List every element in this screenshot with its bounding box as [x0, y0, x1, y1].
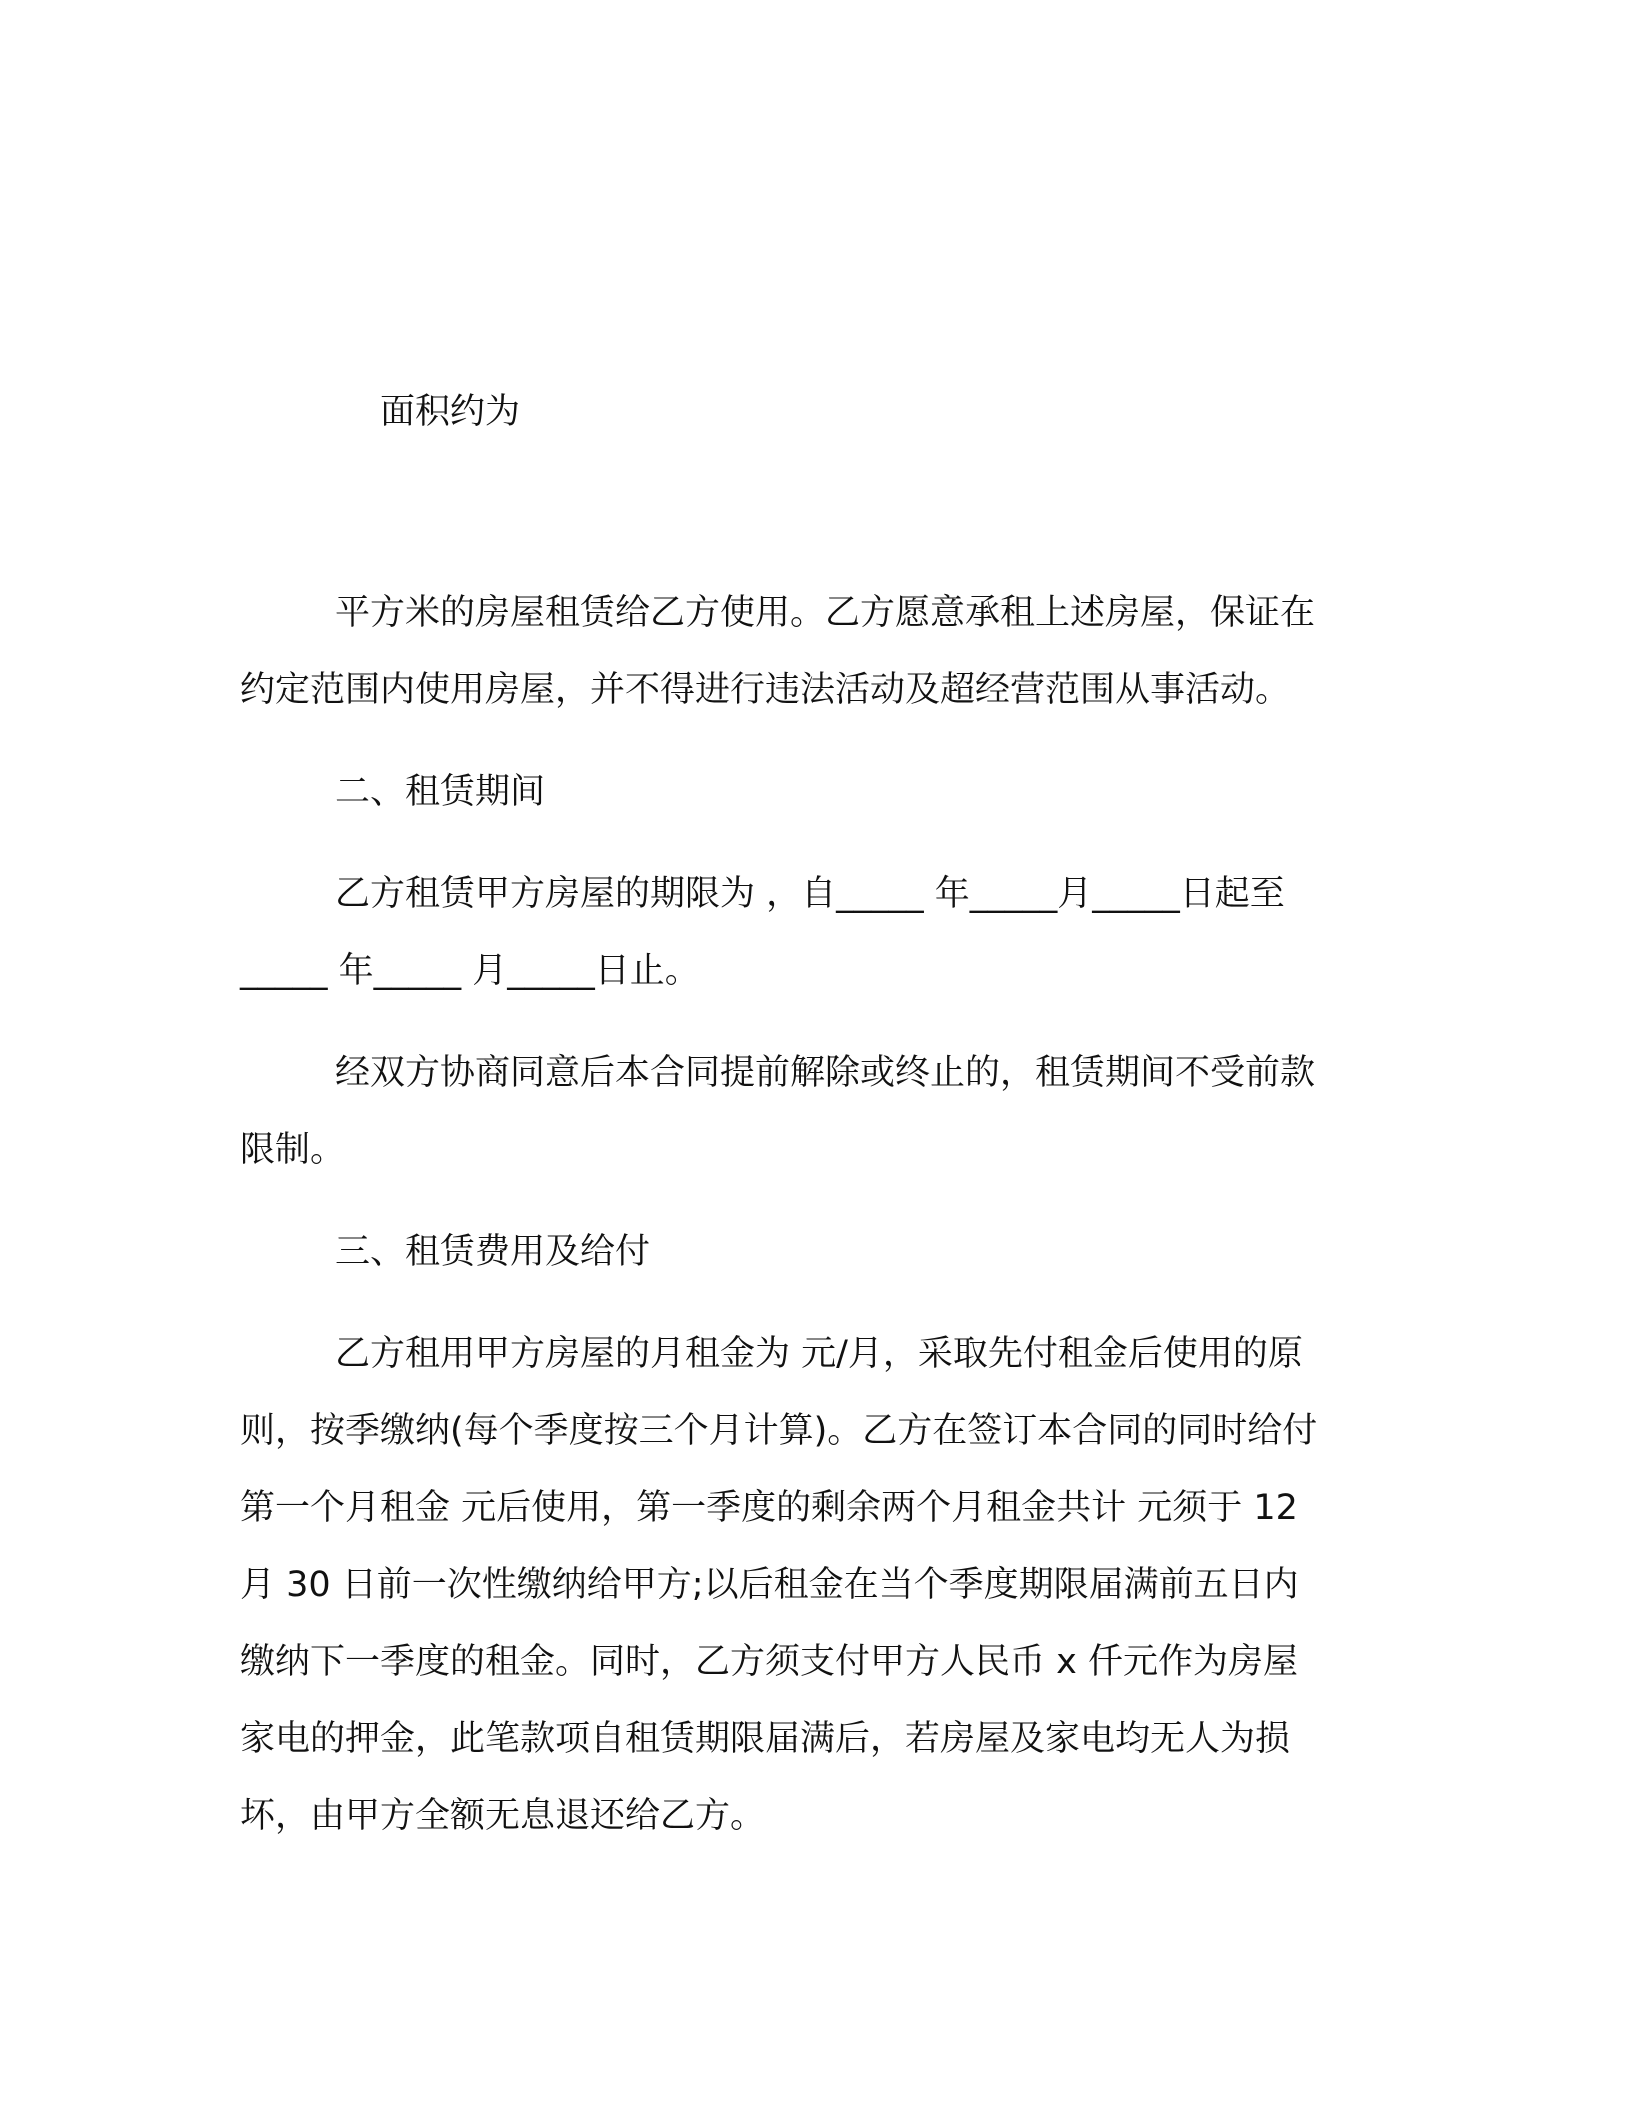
paragraph-line: 乙方租赁甲方房屋的期限为 ，自_____ 年_____月_____日起至	[335, 874, 1285, 914]
paragraph-line: _____ 年_____ 月_____日止。	[240, 951, 700, 991]
paragraph-line: 则，按季缴纳(每个季度按三个月计算)。乙方在签订本合同的同时给付	[240, 1411, 1318, 1451]
paragraph-line: 坏，由甲方全额无息退还给乙方。	[240, 1796, 766, 1836]
area-label: 面积约为	[380, 392, 521, 432]
paragraph-line: 限制。	[240, 1130, 346, 1170]
paragraph-line: 第一个月租金 元后使用，第一季度的剩余两个月租金共计 元须于 12	[240, 1488, 1298, 1528]
paragraph-line: 经双方协商同意后本合同提前解除或终止的，租赁期间不受前款	[335, 1053, 1316, 1093]
paragraph-line: 家电的押金，此笔款项自租赁期限届满后，若房屋及家电均无人为损	[240, 1719, 1291, 1759]
section-heading: 三、租赁费用及给付	[335, 1232, 651, 1272]
paragraph-line: 平方米的房屋租赁给乙方使用。乙方愿意承租上述房屋，保证在	[335, 593, 1316, 633]
paragraph-line: 月 30 日前一次性缴纳给甲方;以后租金在当个季度期限届满前五日内	[240, 1565, 1299, 1605]
section-heading: 二、租赁期间	[335, 772, 546, 812]
paragraph-line: 缴纳下一季度的租金。同时，乙方须支付甲方人民币 x 仟元作为房屋	[240, 1642, 1298, 1682]
paragraph-line: 约定范围内使用房屋，并不得进行违法活动及超经营范围从事活动。	[240, 670, 1291, 710]
paragraph-line: 乙方租用甲方房屋的月租金为 元/月，采取先付租金后使用的原	[335, 1334, 1303, 1374]
